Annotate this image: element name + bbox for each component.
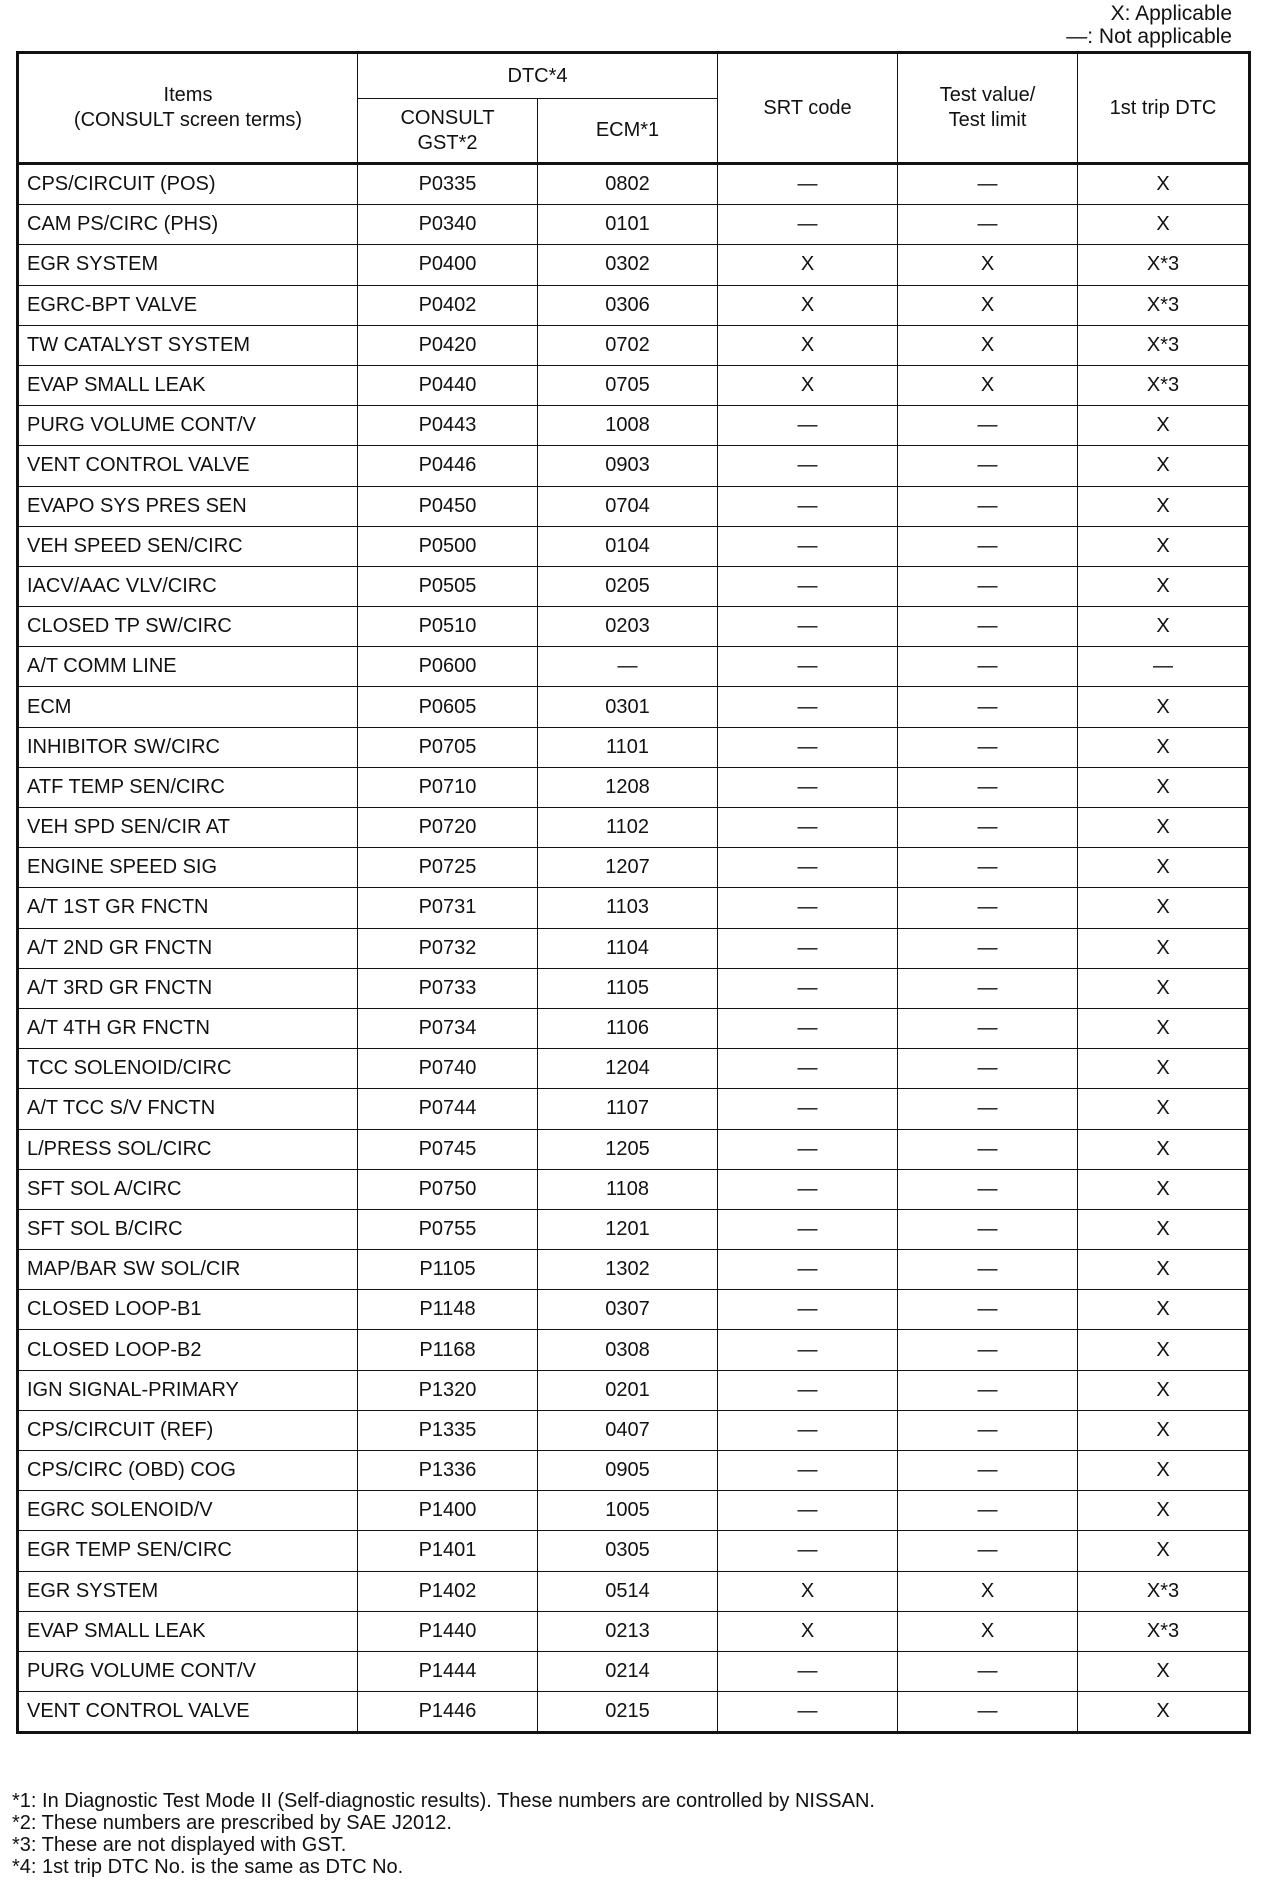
- first-trip-dtc-cell: X: [1078, 164, 1250, 205]
- table-row: [18, 1571, 1250, 1611]
- table-row: [18, 526, 1250, 566]
- legend-applicable: X: Applicable: [1110, 2, 1232, 25]
- ecm-cell: 0203: [538, 607, 718, 647]
- test-value-cell: —: [898, 526, 1078, 566]
- footnote-1: *1: In Diagnostic Test Mode II (Self-diagnostic results). These numbers are controlled by NISSAN.: [12, 1790, 875, 1812]
- consult-gst-cell: P0720: [358, 808, 538, 848]
- item-cell: CLOSED LOOP-B1: [18, 1290, 358, 1330]
- ecm-cell: 1302: [538, 1250, 718, 1290]
- header-test-value: [898, 53, 1078, 164]
- footnotes: [12, 1790, 875, 1878]
- first-trip-dtc-cell: X: [1078, 687, 1250, 727]
- consult-gst-cell: P0755: [358, 1209, 538, 1249]
- footnote-4: *4: 1st trip DTC No. is the same as DTC No.: [12, 1856, 404, 1878]
- table-body: [18, 164, 1250, 1733]
- ecm-cell: 1102: [538, 808, 718, 848]
- footnote-2: *2: These numbers are prescribed by SAE J2012.: [12, 1812, 452, 1834]
- item-cell: A/T 2ND GR FNCTN: [18, 928, 358, 968]
- table-row: [18, 1491, 1250, 1531]
- test-value-cell: —: [898, 1692, 1078, 1733]
- first-trip-dtc-cell: X*3: [1078, 245, 1250, 285]
- item-cell: VEH SPD SEN/CIR AT: [18, 808, 358, 848]
- item-cell: CLOSED LOOP-B2: [18, 1330, 358, 1370]
- ecm-cell: 0305: [538, 1531, 718, 1571]
- consult-gst-cell: P0500: [358, 526, 538, 566]
- srt-code-cell: —: [718, 566, 898, 606]
- consult-gst-cell: P0733: [358, 968, 538, 1008]
- test-value-cell: —: [898, 1169, 1078, 1209]
- consult-gst-cell: P0600: [358, 647, 538, 687]
- table-row: [18, 406, 1250, 446]
- ecm-cell: 1103: [538, 888, 718, 928]
- item-cell: L/PRESS SOL/CIRC: [18, 1129, 358, 1169]
- test-value-cell: —: [898, 1290, 1078, 1330]
- ecm-cell: 1108: [538, 1169, 718, 1209]
- consult-gst-cell: P0734: [358, 1008, 538, 1048]
- table-row: [18, 446, 1250, 486]
- test-value-cell: —: [898, 446, 1078, 486]
- header-consult-line1: CONSULT: [400, 106, 495, 129]
- header-srt-code: SRT code: [718, 53, 898, 164]
- header-first-trip-dtc: 1st trip DTC: [1078, 53, 1250, 164]
- srt-code-cell: —: [718, 1209, 898, 1249]
- item-cell: VEH SPEED SEN/CIRC: [18, 526, 358, 566]
- first-trip-dtc-cell: X: [1078, 1491, 1250, 1531]
- srt-code-cell: —: [718, 1491, 898, 1531]
- ecm-cell: 0307: [538, 1290, 718, 1330]
- consult-gst-cell: P1320: [358, 1370, 538, 1410]
- table-row: [18, 1531, 1250, 1571]
- srt-code-cell: —: [718, 607, 898, 647]
- item-cell: EGRC-BPT VALVE: [18, 285, 358, 325]
- header-items: [18, 53, 358, 164]
- consult-gst-cell: P0605: [358, 687, 538, 727]
- item-cell: EVAP SMALL LEAK: [18, 365, 358, 405]
- srt-code-cell: —: [718, 205, 898, 245]
- test-value-cell: —: [898, 1008, 1078, 1048]
- ecm-cell: 0702: [538, 325, 718, 365]
- table-header: [18, 53, 1250, 164]
- item-cell: EGR TEMP SEN/CIRC: [18, 1531, 358, 1571]
- first-trip-dtc-cell: X: [1078, 968, 1250, 1008]
- test-value-cell: —: [898, 727, 1078, 767]
- item-cell: SFT SOL B/CIRC: [18, 1209, 358, 1249]
- item-cell: CPS/CIRCUIT (REF): [18, 1410, 358, 1450]
- first-trip-dtc-cell: X: [1078, 446, 1250, 486]
- first-trip-dtc-cell: X: [1078, 808, 1250, 848]
- table-row: [18, 1209, 1250, 1249]
- header-items-title: Items: [163, 84, 213, 106]
- srt-code-cell: —: [718, 928, 898, 968]
- header-ecm: ECM*1: [538, 99, 718, 164]
- test-value-cell: —: [898, 1491, 1078, 1531]
- srt-code-cell: —: [718, 1049, 898, 1089]
- test-value-cell: —: [898, 687, 1078, 727]
- ecm-cell: 0302: [538, 245, 718, 285]
- item-cell: PURG VOLUME CONT/V: [18, 406, 358, 446]
- srt-code-cell: —: [718, 647, 898, 687]
- consult-gst-cell: P1148: [358, 1290, 538, 1330]
- header-test-value-line1: Test value/: [939, 84, 1036, 106]
- legend-not-applicable: —: Not applicable: [1066, 25, 1232, 48]
- ecm-cell: 1207: [538, 848, 718, 888]
- ecm-cell: 1101: [538, 727, 718, 767]
- test-value-cell: —: [898, 1089, 1078, 1129]
- test-value-cell: —: [898, 1531, 1078, 1571]
- srt-code-cell: —: [718, 1692, 898, 1733]
- srt-code-cell: —: [718, 164, 898, 205]
- first-trip-dtc-cell: X: [1078, 486, 1250, 526]
- item-cell: VENT CONTROL VALVE: [18, 446, 358, 486]
- consult-gst-cell: P0440: [358, 365, 538, 405]
- first-trip-dtc-cell: X: [1078, 767, 1250, 807]
- table-row: [18, 1410, 1250, 1450]
- consult-gst-cell: P1105: [358, 1250, 538, 1290]
- table-row: [18, 968, 1250, 1008]
- item-cell: A/T COMM LINE: [18, 647, 358, 687]
- table-row: [18, 486, 1250, 526]
- consult-gst-cell: P0710: [358, 767, 538, 807]
- first-trip-dtc-cell: X: [1078, 928, 1250, 968]
- test-value-cell: X: [898, 245, 1078, 285]
- table-row: [18, 1049, 1250, 1089]
- first-trip-dtc-cell: X: [1078, 1410, 1250, 1450]
- ecm-cell: 0407: [538, 1410, 718, 1450]
- consult-gst-cell: P1440: [358, 1611, 538, 1651]
- first-trip-dtc-cell: X: [1078, 1169, 1250, 1209]
- test-value-cell: —: [898, 1049, 1078, 1089]
- table-row: [18, 888, 1250, 928]
- table-row: [18, 365, 1250, 405]
- ecm-cell: 0705: [538, 365, 718, 405]
- ecm-cell: 0704: [538, 486, 718, 526]
- ecm-cell: 0514: [538, 1571, 718, 1611]
- test-value-cell: —: [898, 647, 1078, 687]
- ecm-cell: 0205: [538, 566, 718, 606]
- test-value-cell: —: [898, 888, 1078, 928]
- test-value-cell: —: [898, 767, 1078, 807]
- ecm-cell: 1205: [538, 1129, 718, 1169]
- consult-gst-cell: P0505: [358, 566, 538, 606]
- first-trip-dtc-cell: X*3: [1078, 1571, 1250, 1611]
- consult-gst-cell: P1335: [358, 1410, 538, 1450]
- srt-code-cell: —: [718, 1008, 898, 1048]
- srt-code-cell: —: [718, 1169, 898, 1209]
- consult-gst-cell: P0745: [358, 1129, 538, 1169]
- ecm-cell: 0215: [538, 1692, 718, 1733]
- ecm-cell: 0104: [538, 526, 718, 566]
- item-cell: INHIBITOR SW/CIRC: [18, 727, 358, 767]
- srt-code-cell: —: [718, 767, 898, 807]
- consult-gst-cell: P1444: [358, 1651, 538, 1691]
- ecm-cell: 1104: [538, 928, 718, 968]
- consult-gst-cell: P0443: [358, 406, 538, 446]
- test-value-cell: X: [898, 1571, 1078, 1611]
- test-value-cell: —: [898, 848, 1078, 888]
- item-cell: A/T 1ST GR FNCTN: [18, 888, 358, 928]
- table-row: [18, 1451, 1250, 1491]
- first-trip-dtc-cell: X: [1078, 1089, 1250, 1129]
- test-value-cell: —: [898, 1209, 1078, 1249]
- ecm-cell: 0213: [538, 1611, 718, 1651]
- test-value-cell: —: [898, 566, 1078, 606]
- item-cell: CAM PS/CIRC (PHS): [18, 205, 358, 245]
- consult-gst-cell: P1168: [358, 1330, 538, 1370]
- test-value-cell: —: [898, 1129, 1078, 1169]
- first-trip-dtc-cell: X: [1078, 888, 1250, 928]
- table-row: [18, 808, 1250, 848]
- footnote-3: *3: These are not displayed with GST.: [12, 1834, 347, 1856]
- srt-code-cell: —: [718, 1250, 898, 1290]
- consult-gst-cell: P0400: [358, 245, 538, 285]
- first-trip-dtc-cell: X: [1078, 727, 1250, 767]
- item-cell: IACV/AAC VLV/CIRC: [18, 566, 358, 606]
- table-row: [18, 566, 1250, 606]
- consult-gst-cell: P0731: [358, 888, 538, 928]
- srt-code-cell: —: [718, 526, 898, 566]
- consult-gst-cell: P0420: [358, 325, 538, 365]
- ecm-cell: 0306: [538, 285, 718, 325]
- consult-gst-cell: P0446: [358, 446, 538, 486]
- table-row: [18, 1611, 1250, 1651]
- first-trip-dtc-cell: X*3: [1078, 365, 1250, 405]
- first-trip-dtc-cell: X: [1078, 607, 1250, 647]
- test-value-cell: —: [898, 1651, 1078, 1691]
- test-value-cell: X: [898, 1611, 1078, 1651]
- consult-gst-cell: P0725: [358, 848, 538, 888]
- srt-code-cell: —: [718, 687, 898, 727]
- srt-code-cell: X: [718, 325, 898, 365]
- table-row: [18, 767, 1250, 807]
- test-value-cell: —: [898, 1370, 1078, 1410]
- srt-code-cell: —: [718, 968, 898, 1008]
- srt-code-cell: —: [718, 446, 898, 486]
- table-row: [18, 1330, 1250, 1370]
- srt-code-cell: X: [718, 1571, 898, 1611]
- srt-code-cell: —: [718, 1531, 898, 1571]
- srt-code-cell: —: [718, 888, 898, 928]
- consult-gst-cell: P0740: [358, 1049, 538, 1089]
- item-cell: EGRC SOLENOID/V: [18, 1491, 358, 1531]
- srt-code-cell: X: [718, 365, 898, 405]
- consult-gst-cell: P0705: [358, 727, 538, 767]
- first-trip-dtc-cell: X: [1078, 205, 1250, 245]
- item-cell: IGN SIGNAL-PRIMARY: [18, 1370, 358, 1410]
- table-row: [18, 727, 1250, 767]
- first-trip-dtc-cell: X*3: [1078, 325, 1250, 365]
- item-cell: MAP/BAR SW SOL/CIR: [18, 1250, 358, 1290]
- header-test-value-line2: Test limit: [948, 109, 1027, 131]
- ecm-cell: —: [538, 647, 718, 687]
- consult-gst-cell: P1400: [358, 1491, 538, 1531]
- srt-code-cell: —: [718, 808, 898, 848]
- ecm-cell: 1201: [538, 1209, 718, 1249]
- table-row: [18, 1129, 1250, 1169]
- consult-gst-cell: P1401: [358, 1531, 538, 1571]
- item-cell: A/T TCC S/V FNCTN: [18, 1089, 358, 1129]
- table-row: [18, 928, 1250, 968]
- item-cell: EGR SYSTEM: [18, 1571, 358, 1611]
- first-trip-dtc-cell: X: [1078, 1049, 1250, 1089]
- table-row: [18, 1169, 1250, 1209]
- consult-gst-cell: P0732: [358, 928, 538, 968]
- table-row: [18, 848, 1250, 888]
- table-row: [18, 285, 1250, 325]
- table-row: [18, 1692, 1250, 1733]
- legend: [1066, 2, 1232, 48]
- test-value-cell: —: [898, 808, 1078, 848]
- srt-code-cell: —: [718, 1330, 898, 1370]
- consult-gst-cell: P1402: [358, 1571, 538, 1611]
- srt-code-cell: —: [718, 727, 898, 767]
- test-value-cell: —: [898, 607, 1078, 647]
- ecm-cell: 1204: [538, 1049, 718, 1089]
- item-cell: TCC SOLENOID/CIRC: [18, 1049, 358, 1089]
- ecm-cell: 0802: [538, 164, 718, 205]
- table-row: [18, 164, 1250, 205]
- test-value-cell: —: [898, 486, 1078, 526]
- first-trip-dtc-cell: X: [1078, 1008, 1250, 1048]
- ecm-cell: 0308: [538, 1330, 718, 1370]
- item-cell: A/T 4TH GR FNCTN: [18, 1008, 358, 1048]
- table-row: [18, 1089, 1250, 1129]
- test-value-cell: —: [898, 1250, 1078, 1290]
- item-cell: PURG VOLUME CONT/V: [18, 1651, 358, 1691]
- item-cell: EVAP SMALL LEAK: [18, 1611, 358, 1651]
- first-trip-dtc-cell: X: [1078, 1531, 1250, 1571]
- table-row: [18, 1370, 1250, 1410]
- first-trip-dtc-cell: X: [1078, 1692, 1250, 1733]
- srt-code-cell: X: [718, 245, 898, 285]
- srt-code-cell: —: [718, 848, 898, 888]
- srt-code-cell: —: [718, 406, 898, 446]
- test-value-cell: —: [898, 928, 1078, 968]
- consult-gst-cell: P1336: [358, 1451, 538, 1491]
- consult-gst-cell: P0750: [358, 1169, 538, 1209]
- consult-gst-cell: P0510: [358, 607, 538, 647]
- table-row: [18, 205, 1250, 245]
- srt-code-cell: —: [718, 1451, 898, 1491]
- srt-code-cell: —: [718, 1290, 898, 1330]
- srt-code-cell: —: [718, 1410, 898, 1450]
- first-trip-dtc-cell: X: [1078, 1250, 1250, 1290]
- dtc-table: [16, 51, 1251, 1734]
- first-trip-dtc-cell: X: [1078, 848, 1250, 888]
- first-trip-dtc-cell: X: [1078, 1209, 1250, 1249]
- ecm-cell: 1005: [538, 1491, 718, 1531]
- ecm-cell: 1208: [538, 767, 718, 807]
- test-value-cell: X: [898, 285, 1078, 325]
- test-value-cell: —: [898, 406, 1078, 446]
- test-value-cell: —: [898, 164, 1078, 205]
- consult-gst-cell: P0340: [358, 205, 538, 245]
- item-cell: SFT SOL A/CIRC: [18, 1169, 358, 1209]
- ecm-cell: 1105: [538, 968, 718, 1008]
- consult-gst-cell: P0744: [358, 1089, 538, 1129]
- first-trip-dtc-cell: X: [1078, 566, 1250, 606]
- item-cell: ENGINE SPEED SIG: [18, 848, 358, 888]
- first-trip-dtc-cell: X*3: [1078, 1611, 1250, 1651]
- header-items-subtitle: (CONSULT screen terms): [73, 109, 303, 131]
- ecm-cell: 1107: [538, 1089, 718, 1129]
- srt-code-cell: —: [718, 1651, 898, 1691]
- table-row: [18, 647, 1250, 687]
- table-row: [18, 1250, 1250, 1290]
- ecm-cell: 0214: [538, 1651, 718, 1691]
- ecm-cell: 1008: [538, 406, 718, 446]
- table-row: [18, 245, 1250, 285]
- table-row: [18, 1008, 1250, 1048]
- table-row: [18, 1651, 1250, 1691]
- item-cell: TW CATALYST SYSTEM: [18, 325, 358, 365]
- ecm-cell: 0101: [538, 205, 718, 245]
- table-row: [18, 687, 1250, 727]
- ecm-cell: 1106: [538, 1008, 718, 1048]
- consult-gst-cell: P0335: [358, 164, 538, 205]
- test-value-cell: —: [898, 1451, 1078, 1491]
- test-value-cell: —: [898, 205, 1078, 245]
- item-cell: A/T 3RD GR FNCTN: [18, 968, 358, 1008]
- first-trip-dtc-cell: X: [1078, 1129, 1250, 1169]
- table-row: [18, 1290, 1250, 1330]
- table-row: [18, 325, 1250, 365]
- ecm-cell: 0201: [538, 1370, 718, 1410]
- test-value-cell: —: [898, 968, 1078, 1008]
- first-trip-dtc-cell: X*3: [1078, 285, 1250, 325]
- srt-code-cell: —: [718, 1089, 898, 1129]
- first-trip-dtc-cell: X: [1078, 1651, 1250, 1691]
- consult-gst-cell: P0402: [358, 285, 538, 325]
- first-trip-dtc-cell: X: [1078, 1330, 1250, 1370]
- item-cell: CPS/CIRCUIT (POS): [18, 164, 358, 205]
- ecm-cell: 0903: [538, 446, 718, 486]
- test-value-cell: —: [898, 1330, 1078, 1370]
- item-cell: CLOSED TP SW/CIRC: [18, 607, 358, 647]
- consult-gst-cell: P1446: [358, 1692, 538, 1733]
- test-value-cell: X: [898, 365, 1078, 405]
- ecm-cell: 0301: [538, 687, 718, 727]
- item-cell: EGR SYSTEM: [18, 245, 358, 285]
- srt-code-cell: —: [718, 1370, 898, 1410]
- srt-code-cell: X: [718, 285, 898, 325]
- first-trip-dtc-cell: —: [1078, 647, 1250, 687]
- test-value-cell: —: [898, 1410, 1078, 1450]
- item-cell: EVAPO SYS PRES SEN: [18, 486, 358, 526]
- test-value-cell: X: [898, 325, 1078, 365]
- header-dtc: DTC*4: [358, 53, 718, 99]
- ecm-cell: 0905: [538, 1451, 718, 1491]
- srt-code-cell: X: [718, 1611, 898, 1651]
- header-consult-line2: GST*2: [417, 131, 478, 154]
- table-row: [18, 607, 1250, 647]
- item-cell: ECM: [18, 687, 358, 727]
- first-trip-dtc-cell: X: [1078, 1290, 1250, 1330]
- srt-code-cell: —: [718, 486, 898, 526]
- first-trip-dtc-cell: X: [1078, 406, 1250, 446]
- first-trip-dtc-cell: X: [1078, 1370, 1250, 1410]
- header-consult-gst: [358, 99, 538, 164]
- srt-code-cell: —: [718, 1129, 898, 1169]
- item-cell: VENT CONTROL VALVE: [18, 1692, 358, 1733]
- item-cell: ATF TEMP SEN/CIRC: [18, 767, 358, 807]
- item-cell: CPS/CIRC (OBD) COG: [18, 1451, 358, 1491]
- first-trip-dtc-cell: X: [1078, 526, 1250, 566]
- first-trip-dtc-cell: X: [1078, 1451, 1250, 1491]
- consult-gst-cell: P0450: [358, 486, 538, 526]
